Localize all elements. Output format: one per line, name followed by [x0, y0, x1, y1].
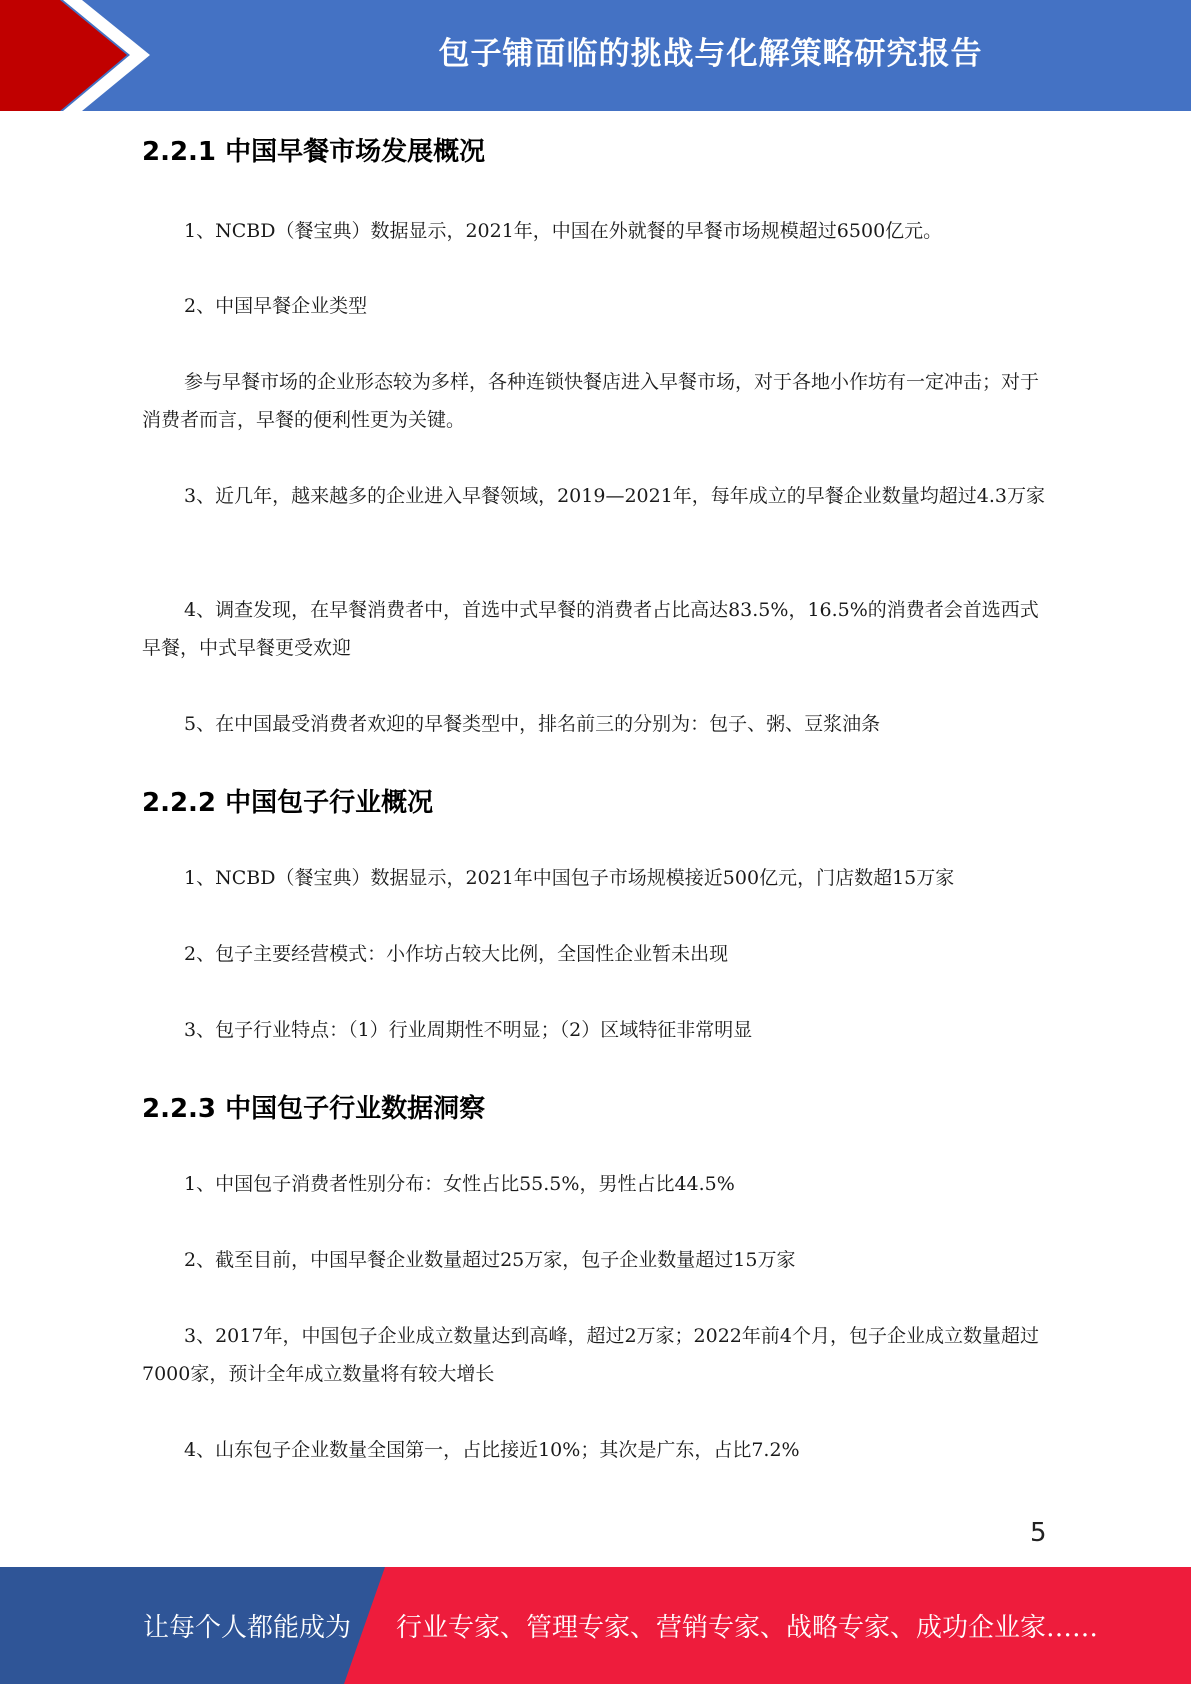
page-footer — [0, 1567, 1191, 1684]
paragraph: 4、调查发现，在早餐消费者中，首选中式早餐的消费者占比高达83.5%，16.5%的消费者会首选西式早餐，中式早餐更受欢迎 — [142, 599, 1039, 659]
section-title-2-2-3: 2.2.3 中国包子行业数据洞察 — [142, 1094, 486, 1124]
footer-slogan-right: 行业专家、管理专家、营销专家、战略专家、成功企业家…… — [396, 1613, 1099, 1643]
paragraph: 3、近几年，越来越多的企业进入早餐领域，2019—2021年，每年成立的早餐企业数量均超过4.3万家 — [184, 485, 1046, 507]
paragraph: 3、2017年，中国包子企业成立数量达到高峰，超过2万家；2022年前4个月，包子企业成立数量超过7000家，预计全年成立数量将有较大增长 — [142, 1325, 1039, 1385]
footer-slogan-left: 让每个人都能成为 — [143, 1613, 352, 1643]
section-title-2-2-2: 2.2.2 中国包子行业概况 — [142, 788, 434, 818]
section-title-2-2-1: 2.2.1 中国早餐市场发展概况 — [142, 137, 486, 167]
paragraph: 1、中国包子消费者性别分布：女性占比55.5%，男性占比44.5% — [184, 1173, 735, 1195]
paragraph: 2、中国早餐企业类型 — [184, 295, 368, 317]
paragraph: 1、NCBD（餐宝典）数据显示，2021年中国包子市场规模接近500亿元，门店数超15万家 — [184, 867, 955, 889]
paragraph: 3、包子行业特点：（1）行业周期性不明显；（2）区域特征非常明显 — [184, 1019, 753, 1041]
paragraph: 4、山东包子企业数量全国第一，占比接近10%；其次是广东，占比7.2% — [184, 1439, 800, 1461]
paragraph: 参与早餐市场的企业形态较为多样，各种连锁快餐店进入早餐市场，对于各地小作坊有一定冲击；对于消费者而言，早餐的便利性更为关键。 — [142, 371, 1040, 431]
paragraph: 2、截至目前，中国早餐企业数量超过25万家，包子企业数量超过15万家 — [184, 1249, 796, 1271]
report-title: 包子铺面临的挑战与化解策略研究报告 — [438, 35, 983, 72]
paragraph: 1、NCBD（餐宝典）数据显示，2021年，中国在外就餐的早餐市场规模超过6500亿元。 — [184, 220, 943, 242]
page-header — [0, 0, 1191, 111]
page-number: 5 — [1030, 1518, 1047, 1548]
paragraph: 5、在中国最受消费者欢迎的早餐类型中，排名前三的分别为：包子、粥、豆浆油条 — [184, 713, 881, 735]
paragraph: 2、包子主要经营模式：小作坊占较大比例，全国性企业暂未出现 — [184, 943, 729, 965]
